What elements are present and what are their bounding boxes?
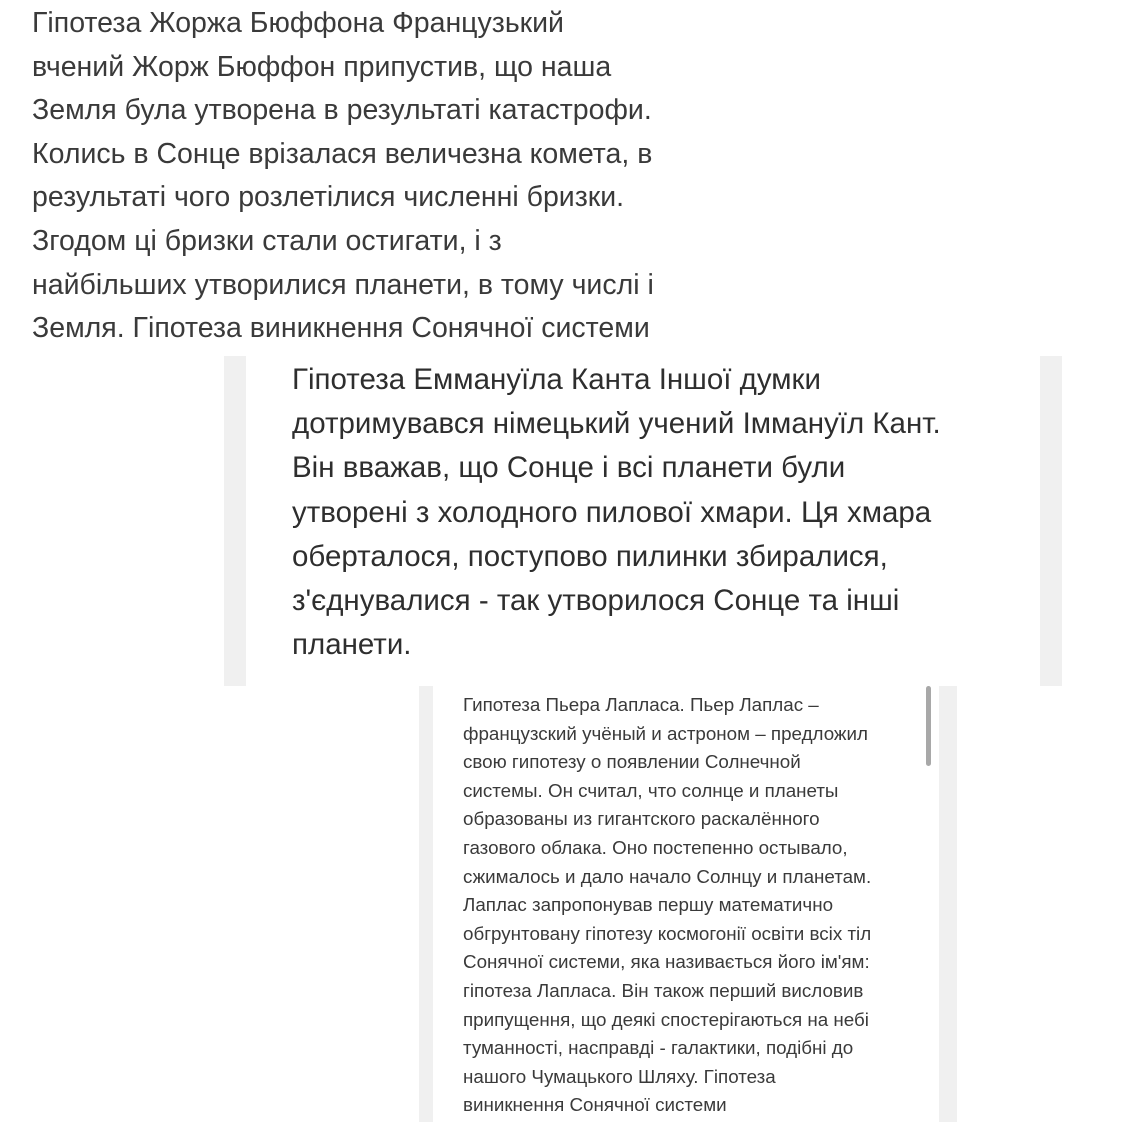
kant-text-panel: [224, 356, 1062, 686]
scrollbar-thumb[interactable]: [926, 686, 931, 766]
text-line: Земля була утворена в результаті катастрофи.: [32, 94, 652, 127]
laplace-text-block[interactable]: [433, 686, 939, 1122]
text-line: з'єднувалися - так утворилося Сонце та інші: [292, 584, 900, 618]
text-line: вчений Жорж Бюффон припустив, що наша: [32, 50, 612, 83]
text-line: припущення, що деякі спостерігаються на небі: [463, 1008, 869, 1030]
text-line: Лаплас запропонував першу математично: [463, 894, 834, 916]
text-line: Земля. Гіпотеза виникнення Сонячної системи: [32, 312, 650, 345]
text-line: найбільших утворилися планети, в тому числі і: [32, 268, 654, 301]
text-line: сжималось и дало начало Солнцу и планетам.: [463, 865, 872, 887]
text-line: Гіпотеза Еммануїла Канта Іншої думки: [292, 363, 821, 396]
text-line: Згодом ці бризки стали остигати, і з: [32, 224, 502, 257]
text-line: гіпотеза Лапласа. Він також перший висловив: [463, 979, 864, 1001]
text-line: Колись в Сонце врізалася величезна комета, в: [32, 137, 653, 170]
text-line: дотримувався німецький учений Іммануїл Кант.: [292, 407, 941, 441]
text-line: Сонячної системи, яка називається його ім'ям:: [463, 951, 870, 973]
kant-text-block: [246, 356, 1040, 686]
text-line: газового облака. Оно постепенно остывало,: [463, 836, 848, 858]
text-line: Гіпотеза Жоржа Бюффона Французький: [32, 7, 564, 39]
text-line: свою гипотезу о появлении Солнечной: [463, 751, 801, 773]
text-line: обгрунтовану гіпотезу космогонії освіти всіх тіл: [463, 922, 872, 944]
text-line: виникнення Сонячної системи: [463, 1094, 727, 1116]
text-line: Він вважав, що Сонце і всі планети були: [292, 451, 846, 485]
text-line: планети.: [292, 628, 412, 662]
text-line: образованы из гигантского раскалённого: [463, 808, 820, 830]
text-line: Гипотеза Пьера Лапласа. Пьер Лаплас –: [463, 694, 819, 715]
text-line: утворені з холодного пилової хмари. Ця хмара: [292, 495, 932, 529]
text-line: туманності, насправді - галактики, подібні до: [463, 1037, 854, 1059]
text-line: системы. Он считал, что солнце и планеты: [463, 779, 839, 801]
buffon-text-block: [0, 0, 760, 356]
text-line: нашого Чумацького Шляху. Гіпотеза: [463, 1065, 776, 1087]
text-line: оберталося, поступово пилинки збиралися,: [292, 539, 888, 573]
text-line: результаті чого розлетілися численні бризки.: [32, 181, 625, 214]
laplace-text-panel: [419, 686, 957, 1122]
text-line: французский учёный и астроном – предложил: [463, 722, 868, 744]
